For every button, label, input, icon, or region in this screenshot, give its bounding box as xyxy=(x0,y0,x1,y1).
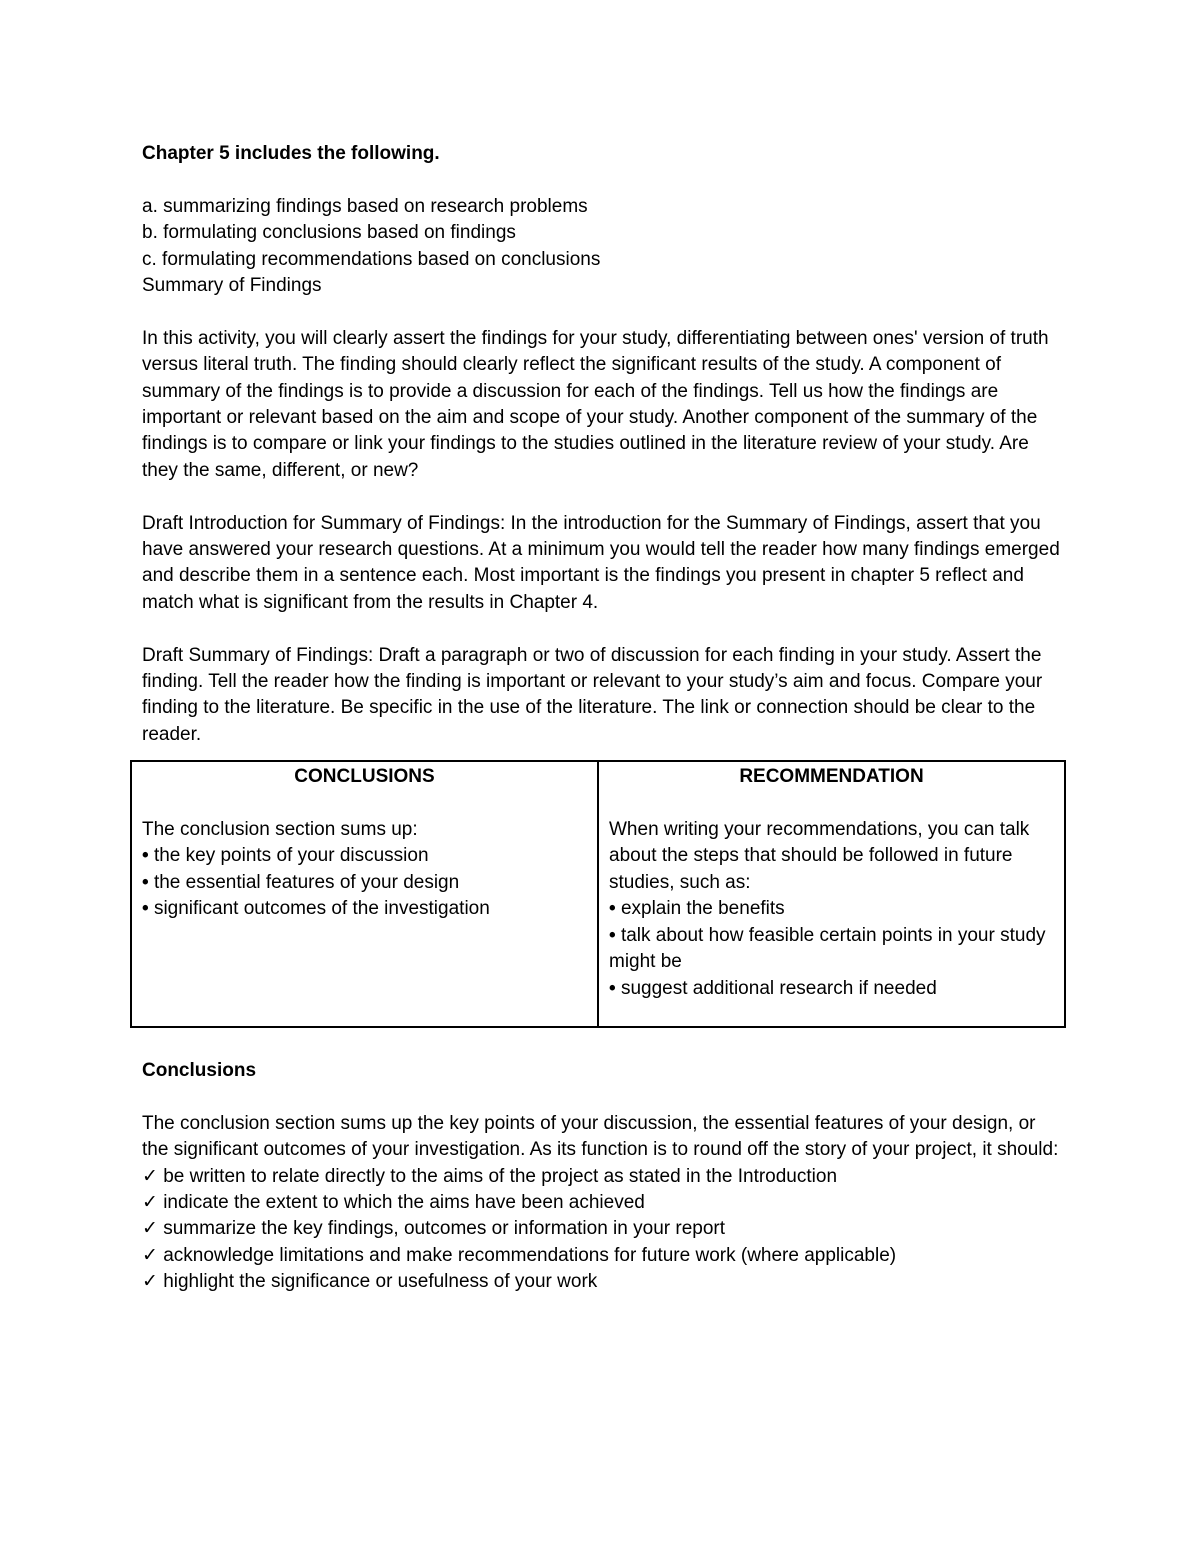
checklist-item: ✓ summarize the key findings, outcomes or information in your report xyxy=(142,1216,1062,1242)
list-item-a: a. summarizing findings based on research problems xyxy=(142,195,588,217)
checklist-item: ✓ acknowledge limitations and make recommendations for future work (where applicable) xyxy=(142,1243,1062,1269)
conclusions-body: The conclusion section sums up the key points of your discussion, the essential features of your design, or the significant outcomes of your investigation. As its function is to round off the story of your project, it should: xyxy=(142,1112,1059,1161)
draft-introduction-paragraph: Draft Introduction for Summary of Findings: In the introduction for the Summary of Findings, assert that you have answered your research questions. At a minimum you would tell the reader how many findings emerged and describe them in a sentence each. Most important is the findings you present in chapter 5 reflect and match what is significant from the results in Chapter 4. xyxy=(142,512,1060,613)
recommendation-cell xyxy=(598,761,1065,1027)
recommendation-lead: When writing your recommendations, you can talk about the steps that should be followed in future studies, such as: xyxy=(609,819,1030,893)
recommendation-bullet: • suggest additional research if needed xyxy=(609,976,1054,1002)
conclusions-cell xyxy=(131,761,598,1027)
conclusions-bullet: • the essential features of your design xyxy=(142,870,587,896)
document-page xyxy=(142,141,1062,1296)
activity-paragraph: In this activity, you will clearly assert the findings for your study, differentiating between ones' version of truth versus literal truth. The finding should clearly reflect the significant results of the study. A component of summary of the findings is to provide a discussion for each of the findings. Tell us how the findings are important or relevant based on the aim and scope of your study. Another component of the summary of the findings is to compare or link your findings to the studies outlined in the literature review of your study. Are they the same, different, or new? xyxy=(142,327,1049,481)
conclusions-bullet: • significant outcomes of the investigation xyxy=(142,896,587,922)
draft-summary-paragraph: Draft Summary of Findings: Draft a paragraph or two of discussion for each finding in your study. Assert the finding. Tell the reader how the finding is important or relevant to your study’s aim and focus. Compare your finding to the literature. Be specific in the use of the literature. The link or connection should be clear to the reader. xyxy=(142,644,1043,745)
table-row xyxy=(131,761,1065,1027)
summary-of-findings-label: Summary of Findings xyxy=(142,275,322,297)
checklist-item: ✓ highlight the significance or usefulness of your work xyxy=(142,1269,1062,1295)
chapter-title: Chapter 5 includes the following. xyxy=(142,143,440,164)
recommendation-header: RECOMMENDATION xyxy=(739,766,924,788)
conclusions-heading: Conclusions xyxy=(142,1059,257,1081)
conclusions-recommendation-table xyxy=(130,760,1066,1028)
conclusions-lead: The conclusion section sums up: xyxy=(142,819,418,841)
checklist-item: ✓ indicate the extent to which the aims have been achieved xyxy=(142,1190,1062,1216)
list-item-c: c. formulating recommendations based on conclusions xyxy=(142,248,601,270)
recommendation-bullet: • explain the benefits xyxy=(609,896,1054,922)
conclusions-header: CONCLUSIONS xyxy=(294,766,435,788)
checklist-item: ✓ be written to relate directly to the aims of the project as stated in the Introduction xyxy=(142,1164,1062,1190)
recommendation-bullet: • talk about how feasible certain points in your study might be xyxy=(609,923,1054,976)
conclusions-bullet: • the key points of your discussion xyxy=(142,843,587,869)
list-item-b: b. formulating conclusions based on findings xyxy=(142,222,516,244)
